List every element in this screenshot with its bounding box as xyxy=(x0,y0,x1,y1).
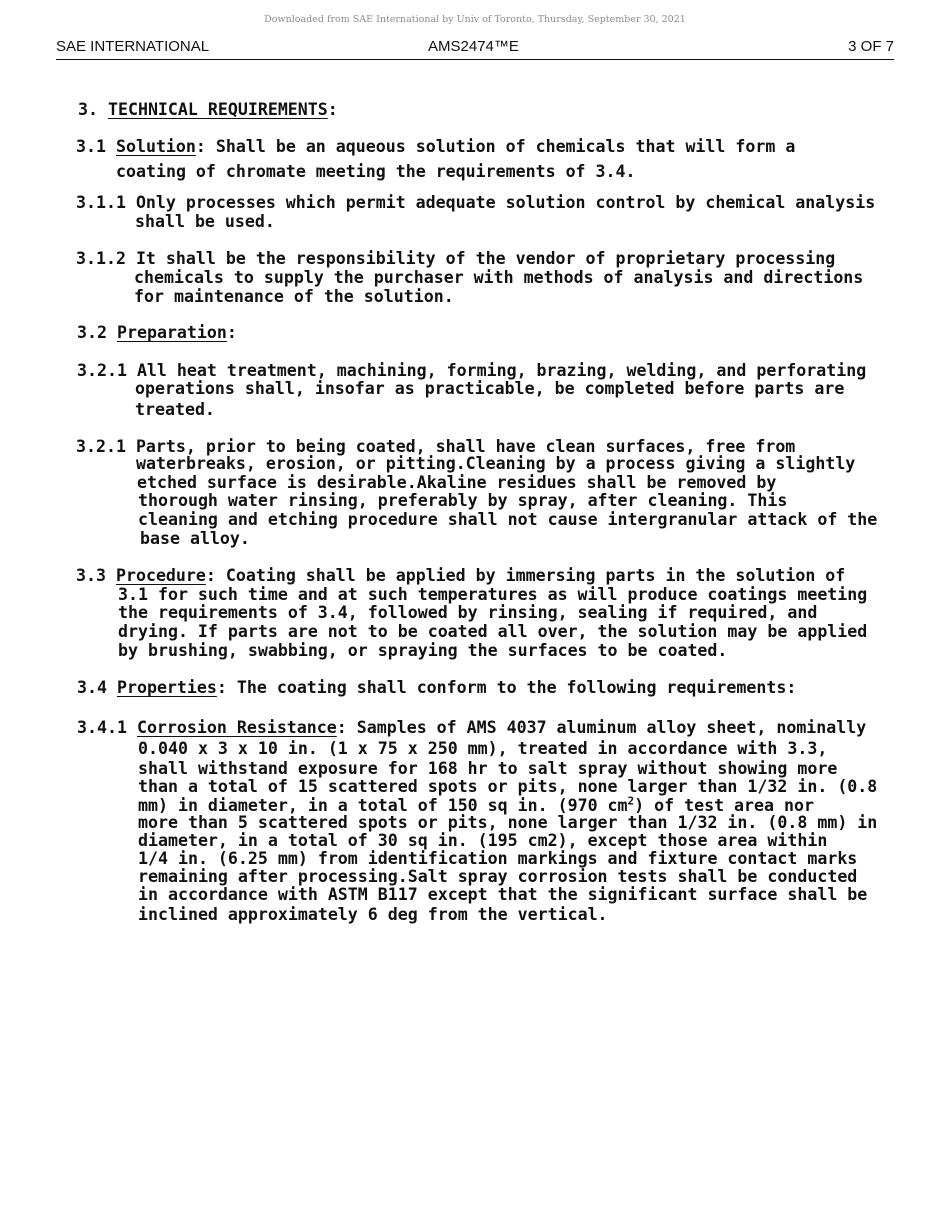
para-3-1-line-1 xyxy=(76,137,795,156)
para-3-3-line-5: by brushing, swabbing, or spraying the surfaces to be coated. xyxy=(118,641,728,660)
para-3-3-line-4: drying. If parts are not to be coated all over, the solution may be applied xyxy=(118,622,868,641)
para-3-3-line-2: 3.1 for such time and at such temperatures as will produce coatings meeting xyxy=(118,585,868,604)
para-3-4-1-line-1 xyxy=(77,718,866,737)
para-3-2-1a-line-1: 3.2.1 All heat treatment, machining, forming, brazing, welding, and perforating xyxy=(77,361,867,380)
section-3-heading xyxy=(78,100,338,119)
para-3-4-1-line-4: than a total of 15 scattered spots or pits, none larger than 1/32 in. (0.8 xyxy=(138,777,878,796)
para-title: Solution xyxy=(115,137,196,156)
header-document-id: AMS2474™E xyxy=(428,38,519,55)
para-3-2-1b-line-6: base alloy. xyxy=(140,529,250,548)
section-colon: : xyxy=(327,100,338,119)
para-3-2-1a-line-3: treated. xyxy=(135,400,215,419)
section-title: Preparation xyxy=(116,323,227,342)
para-3-1-line-2: coating of chromate meeting the requirements of 3.4. xyxy=(116,162,636,181)
section-title: TECHNICAL REQUIREMENTS xyxy=(107,100,328,119)
para-3-4-1-line-2: 0.040 x 3 x 10 in. (1 x 75 x 250 mm), treated in accordance with 3.3, xyxy=(138,739,828,758)
para-number: 3.3 xyxy=(76,566,106,585)
para-3-4-1-line-7: diameter, in a total of 30 sq in. (195 cm2), except those area within xyxy=(138,831,828,850)
para-3-2-1a-line-2: operations shall, insofar as practicable, be completed before parts are xyxy=(135,379,845,398)
para-title: Corrosion Resistance xyxy=(136,718,337,737)
para-3-2-1b-line-3: etched surface is desirable.Akaline residues shall be removed by xyxy=(137,473,777,492)
para-3-4-1-line-6: more than 5 scattered spots or pits, none larger than 1/32 in. (0.8 mm) in xyxy=(138,813,878,832)
header-page-number: 3 OF 7 xyxy=(848,38,894,55)
para-3-4-1-line-3: shall withstand exposure for 168 hr to salt spray without showing more xyxy=(138,759,838,778)
para-number: 3.4 xyxy=(77,678,107,697)
header-divider xyxy=(56,59,894,60)
para-text: : The coating shall conform to the following requirements: xyxy=(216,678,797,697)
para-text: : Shall be an aqueous solution of chemicals that will form a xyxy=(195,137,796,156)
para-3-3-line-3: the requirements of 3.4, followed by rinsing, sealing if required, and xyxy=(118,603,818,622)
para-3-2-1b-line-2: waterbreaks, erosion, or pitting.Cleaning by a process giving a slightly xyxy=(136,454,856,473)
para-3-2-1b-line-4: thorough water rinsing, preferably by spray, after cleaning. This xyxy=(138,491,788,510)
superscript: 2 xyxy=(627,794,635,808)
section-3-2-heading xyxy=(77,323,237,342)
para-3-4-1-line-10: in accordance with ASTM B117 except that the significant surface shall be xyxy=(138,885,868,904)
line-text: mm) in diameter, in a total of 150 sq in. (970 cm xyxy=(138,796,628,815)
para-title: Properties xyxy=(116,678,217,697)
para-3-4-1-line-8: 1/4 in. (6.25 mm) from identification markings and fixture contact marks xyxy=(138,849,858,868)
download-watermark: Downloaded from SAE International by Univ of Toronto, Thursday, September 30, 2021 xyxy=(264,14,686,25)
line-text: ) of test area nor xyxy=(634,796,814,815)
para-3-1-2-line-3: for maintenance of the solution. xyxy=(134,287,454,306)
section-colon: : xyxy=(226,323,237,342)
para-number: 3.4.1 xyxy=(77,718,127,737)
header-organization: SAE INTERNATIONAL xyxy=(56,38,210,55)
para-3-3-line-1 xyxy=(76,566,845,585)
para-3-4-1-line-11: inclined approximately 6 deg from the vertical. xyxy=(138,905,608,924)
para-title: Procedure xyxy=(115,566,206,585)
para-3-4-line-1 xyxy=(77,678,796,697)
para-number: 3.1 xyxy=(76,137,106,156)
section-number: 3.2 xyxy=(77,323,107,342)
para-3-2-1b-line-1: 3.2.1 Parts, prior to being coated, shall have clean surfaces, free from xyxy=(76,437,796,456)
para-3-4-1-line-9: remaining after processing.Salt spray corrosion tests shall be conducted xyxy=(138,867,858,886)
para-3-2-1b-line-5: cleaning and etching procedure shall not cause intergranular attack of the xyxy=(138,510,878,529)
section-number: 3. xyxy=(78,100,98,119)
para-3-1-2-line-2: chemicals to supply the purchaser with methods of analysis and directions xyxy=(134,268,864,287)
para-text: : Samples of AMS 4037 aluminum alloy sheet, nominally xyxy=(336,718,867,737)
para-text: : Coating shall be applied by immersing parts in the solution of xyxy=(205,566,846,585)
para-3-1-1-line-2: shall be used. xyxy=(135,212,275,231)
para-3-1-1-line-1: 3.1.1 Only processes which permit adequate solution control by chemical analysis xyxy=(76,193,876,212)
para-3-1-2-line-1: 3.1.2 It shall be the responsibility of the vendor of proprietary processing xyxy=(76,249,836,268)
